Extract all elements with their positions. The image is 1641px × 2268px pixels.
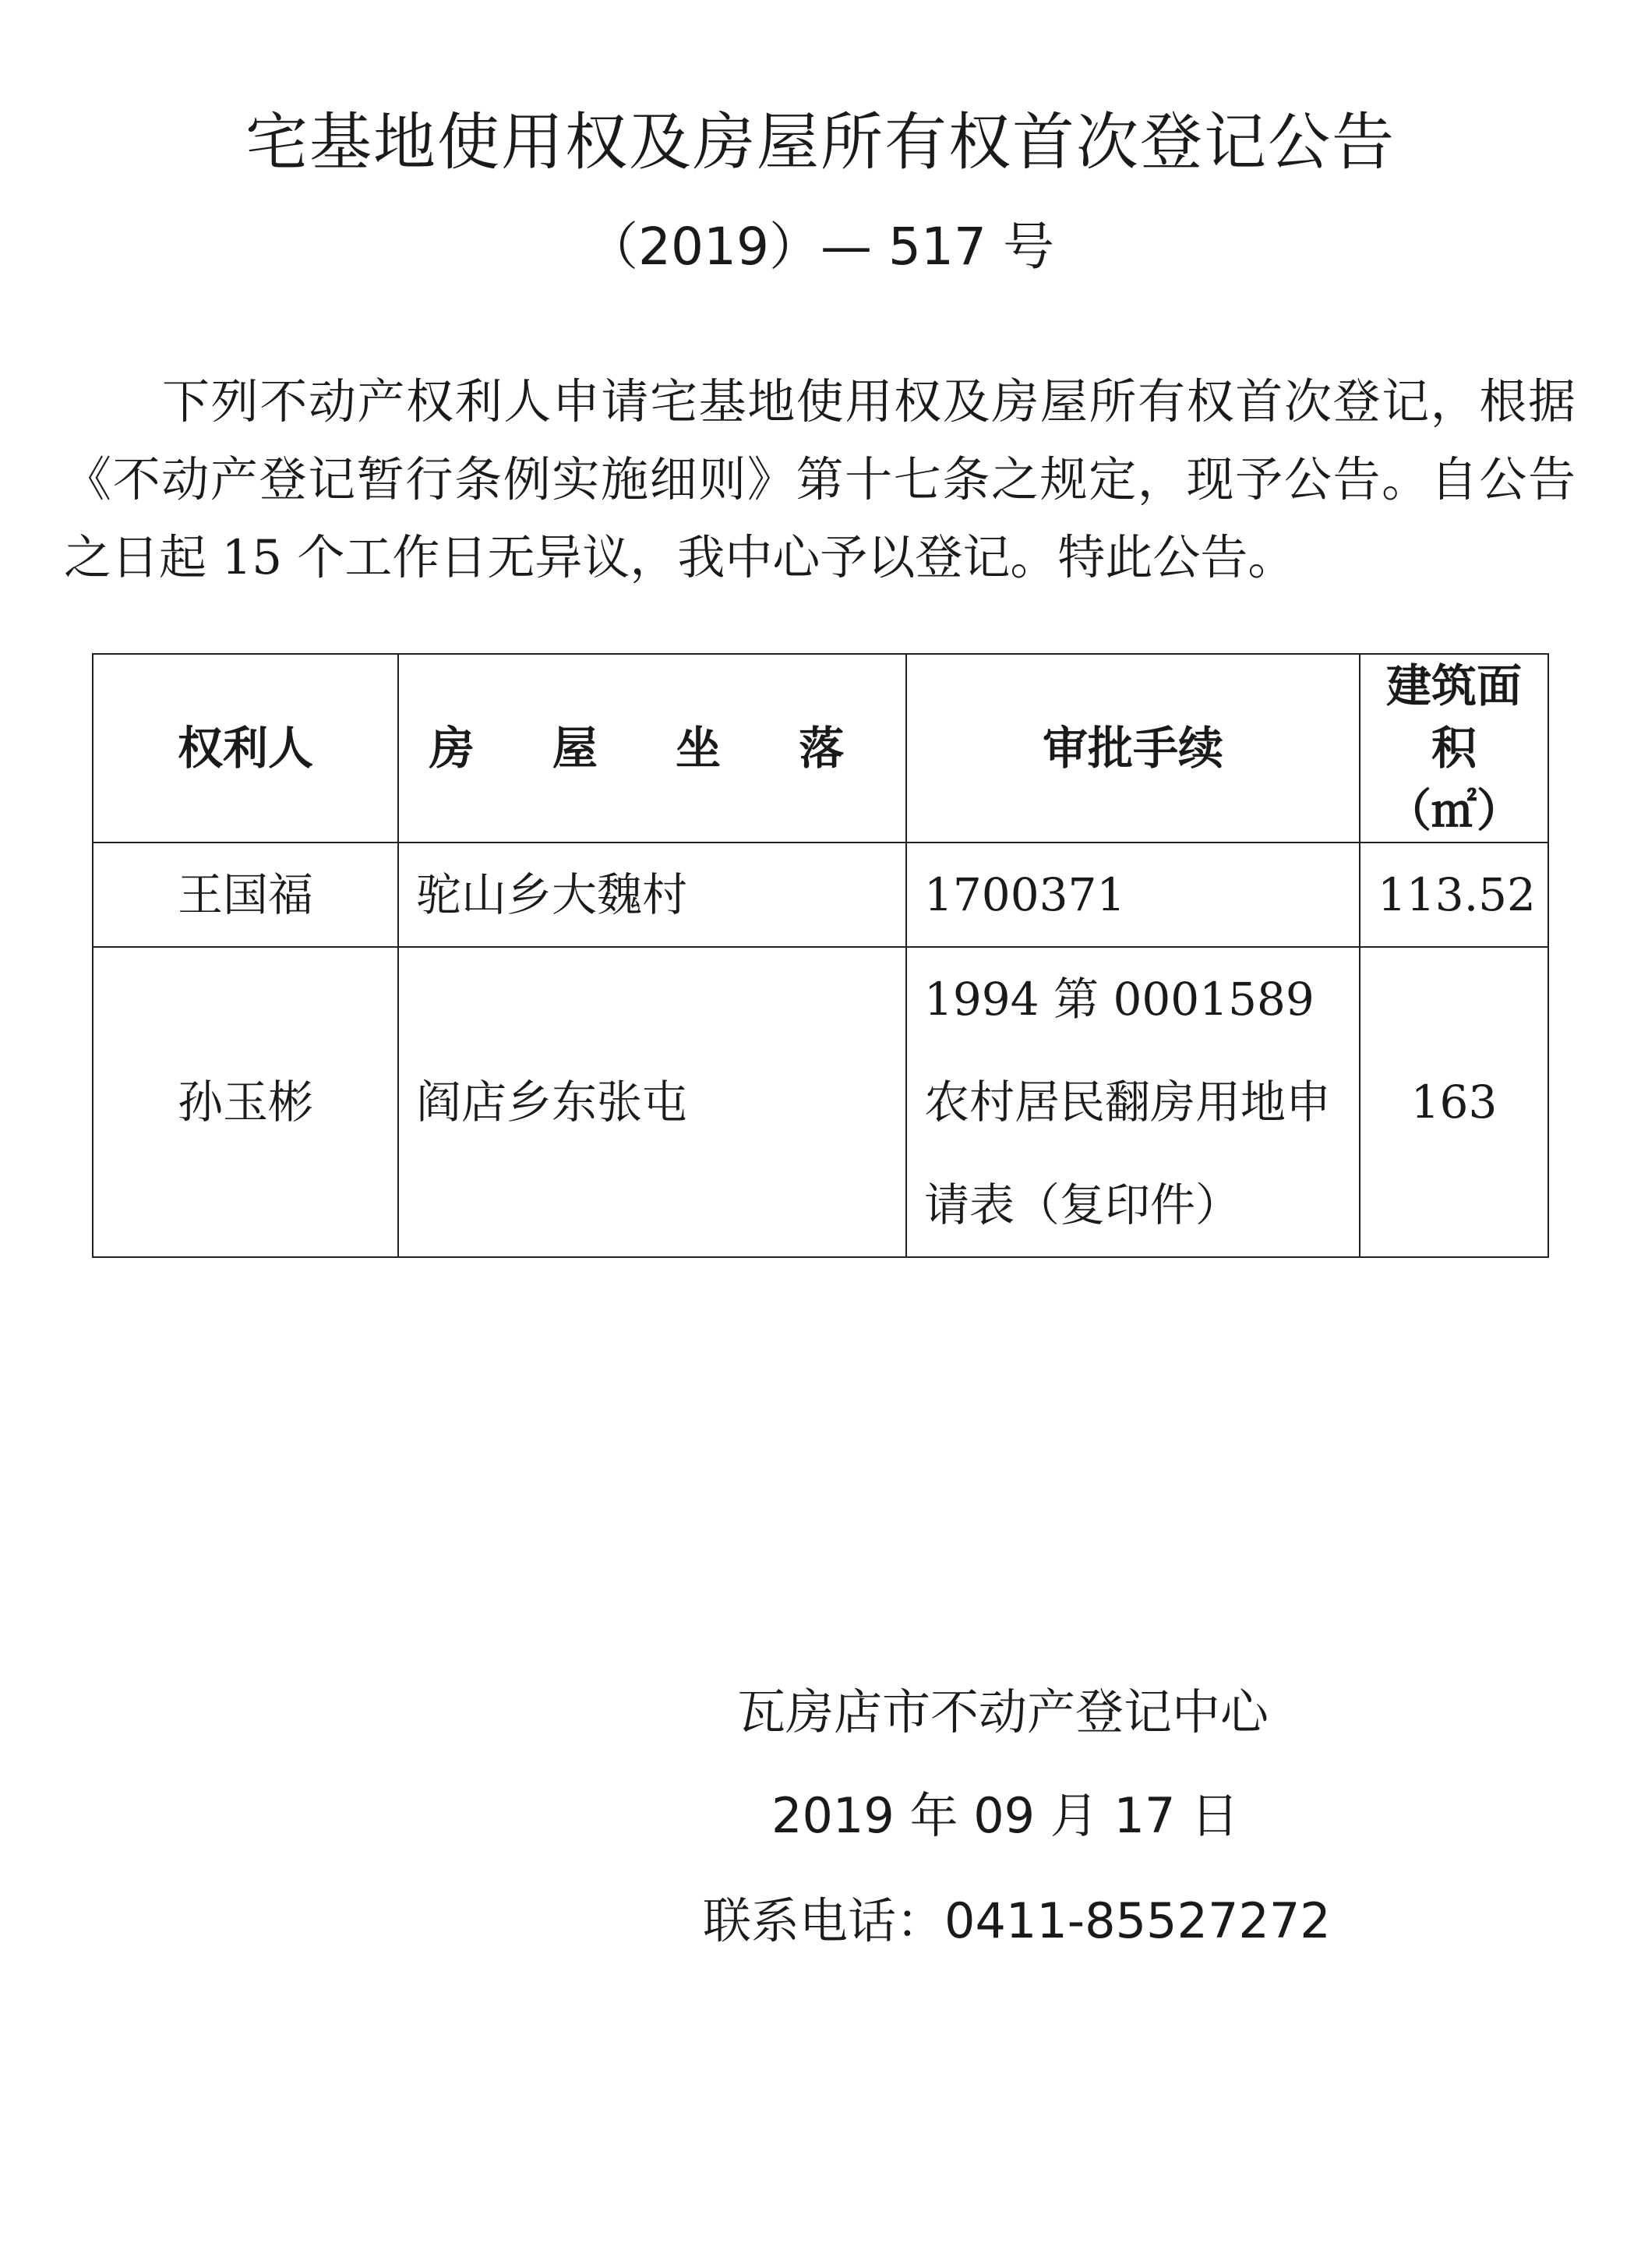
header-approval: 审批手续 (906, 654, 1360, 843)
notice-number: （2019）— 517 号 (587, 217, 1054, 277)
header-area: 建筑面积（㎡） (1360, 654, 1548, 843)
cell-approval: 1994 第 0001589 农村居民翻房用地申请表（复印件） (906, 947, 1360, 1257)
cell-area: 163 (1360, 947, 1548, 1257)
cell-location: 驼山乡大魏村 (398, 843, 906, 947)
cell-area: 113.52 (1360, 843, 1548, 947)
header-holder: 权利人 (93, 654, 398, 843)
cell-location: 阎店乡东张屯 (398, 947, 906, 1257)
table-row (93, 947, 1548, 1257)
registration-table (92, 653, 1549, 1258)
table-header-row (93, 654, 1548, 843)
notice-title: 宅基地使用权及房屋所有权首次登记公告 (245, 106, 1396, 178)
cell-holder: 王国福 (93, 843, 398, 947)
cell-approval: 1700371 (906, 843, 1360, 947)
issue-date: 2019 年 09 月 17 日 (771, 1787, 1240, 1844)
contact-phone: 联系电话：0411-85527272 (703, 1892, 1331, 1949)
notice-intro: 下列不动产权利人申请宅基地使用权及房屋所有权首次登记，根据《不动产登记暂行条例实施细则》第十七条之规定，现予公告。自公告之日起 15 个工作日无异议，我中心予以登记。特此公告。 (64, 374, 1576, 585)
table-row (93, 843, 1548, 947)
cell-holder: 孙玉彬 (93, 947, 398, 1257)
issuer-name: 瓦房店市不动产登记中心 (737, 1683, 1269, 1740)
header-location: 房 屋 坐 落 (398, 654, 906, 843)
